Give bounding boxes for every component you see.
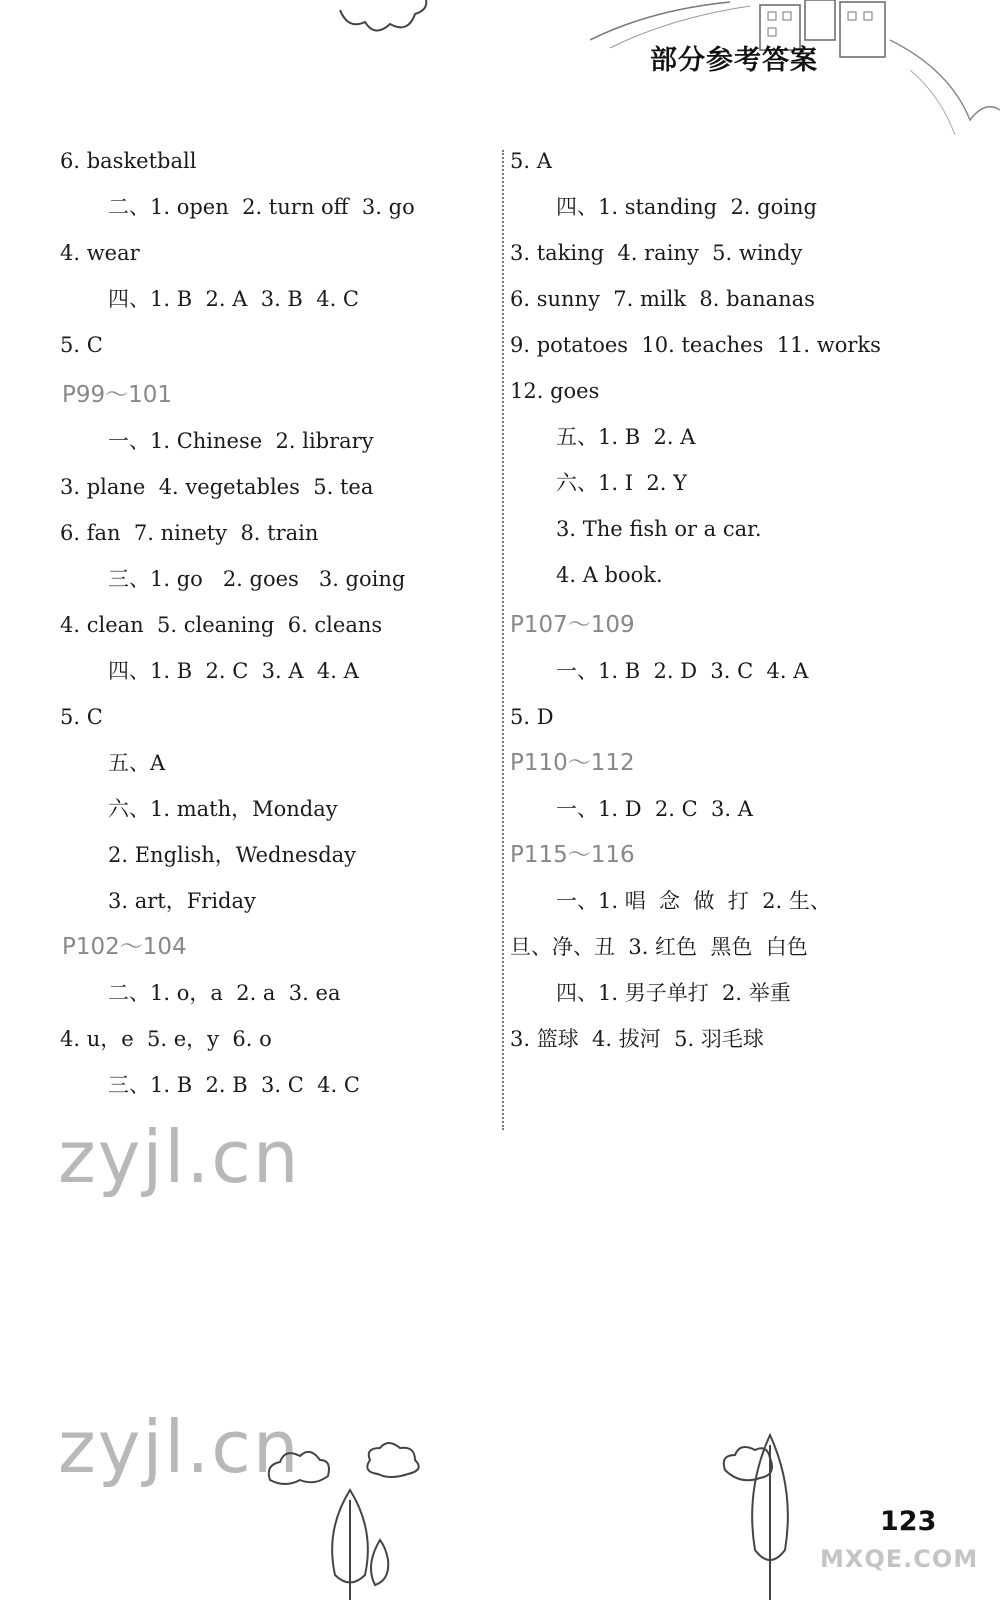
answer-line: 4. wear	[60, 241, 140, 265]
answer-line: 二、1. open 2. turn off 3. go	[108, 195, 415, 219]
answer-line: 3. The fish or a car.	[556, 517, 762, 541]
section-heading: P102～104	[62, 934, 187, 960]
answer-line: 2. English，Wednesday	[108, 843, 357, 867]
answer-line: 一、1. D 2. C 3. A	[556, 797, 753, 821]
answer-line: 四、1. standing 2. going	[556, 195, 817, 219]
section-heading: P110～112	[510, 750, 635, 776]
answer-line: 3. plane 4. vegetables 5. tea	[60, 475, 374, 499]
answer-line: 4. clean 5. cleaning 6. cleans	[60, 613, 383, 637]
answer-line: 9. potatoes 10. teaches 11. works	[510, 333, 881, 357]
answer-line: 六、1. math，Monday	[108, 797, 338, 821]
column-divider	[502, 150, 504, 1130]
leaf-doodle-icon	[715, 1430, 835, 1606]
page-header-title: 部分参考答案	[650, 45, 818, 76]
answer-line: 5. A	[510, 149, 552, 173]
answer-line: 4. A book.	[556, 563, 663, 587]
answer-line: 6. fan 7. ninety 8. train	[60, 521, 319, 545]
page-number: 123	[880, 1506, 937, 1537]
watermark-text: zyjl.cn	[58, 1115, 301, 1199]
answer-line: 5. D	[510, 705, 554, 729]
section-heading: P99～101	[62, 382, 173, 408]
answer-line: 五、A	[108, 751, 166, 775]
answer-line: 五、1. B 2. A	[556, 425, 696, 449]
answer-line: 3. 篮球 4. 拔河 5. 羽毛球	[510, 1027, 764, 1051]
answer-line: 四、1. 男子单打 2. 举重	[556, 981, 791, 1005]
answer-line: 二、1. o，a 2. a 3. ea	[108, 981, 341, 1005]
site-watermark: MXQE.COM	[820, 1545, 979, 1573]
answer-line: 四、1. B 2. C 3. A 4. A	[108, 659, 359, 683]
section-heading: P115～116	[510, 842, 635, 868]
answer-line: 3. art，Friday	[108, 889, 256, 913]
answer-line: 6. basketball	[60, 149, 197, 173]
answer-line: 一、1. Chinese 2. library	[108, 429, 374, 453]
answer-line: 3. taking 4. rainy 5. windy	[510, 241, 803, 265]
answer-line: 三、1. go 2. goes 3. going	[108, 567, 406, 591]
answer-line: 六、1. I 2. Y	[556, 471, 687, 495]
answer-line: 5. C	[60, 705, 103, 729]
answer-line: 旦、净、丑 3. 红色 黑色 白色	[510, 935, 808, 959]
answer-line: 5. C	[60, 333, 103, 357]
answer-line: 一、1. 唱 念 做 打 2. 生、	[556, 889, 831, 913]
leaf-doodle-icon	[320, 1480, 400, 1606]
watermark-text: zyjl.cn	[58, 1405, 301, 1489]
cloud-doodle-icon	[330, 0, 440, 40]
section-heading: P107～109	[510, 612, 635, 638]
answer-line: 12. goes	[510, 379, 600, 403]
answer-line: 一、1. B 2. D 3. C 4. A	[556, 659, 809, 683]
answer-line: 4. u，e 5. e，y 6. o	[60, 1027, 272, 1051]
answer-line: 三、1. B 2. B 3. C 4. C	[108, 1073, 360, 1097]
answer-line: 四、1. B 2. A 3. B 4. C	[108, 287, 359, 311]
answer-line: 6. sunny 7. milk 8. bananas	[510, 287, 815, 311]
